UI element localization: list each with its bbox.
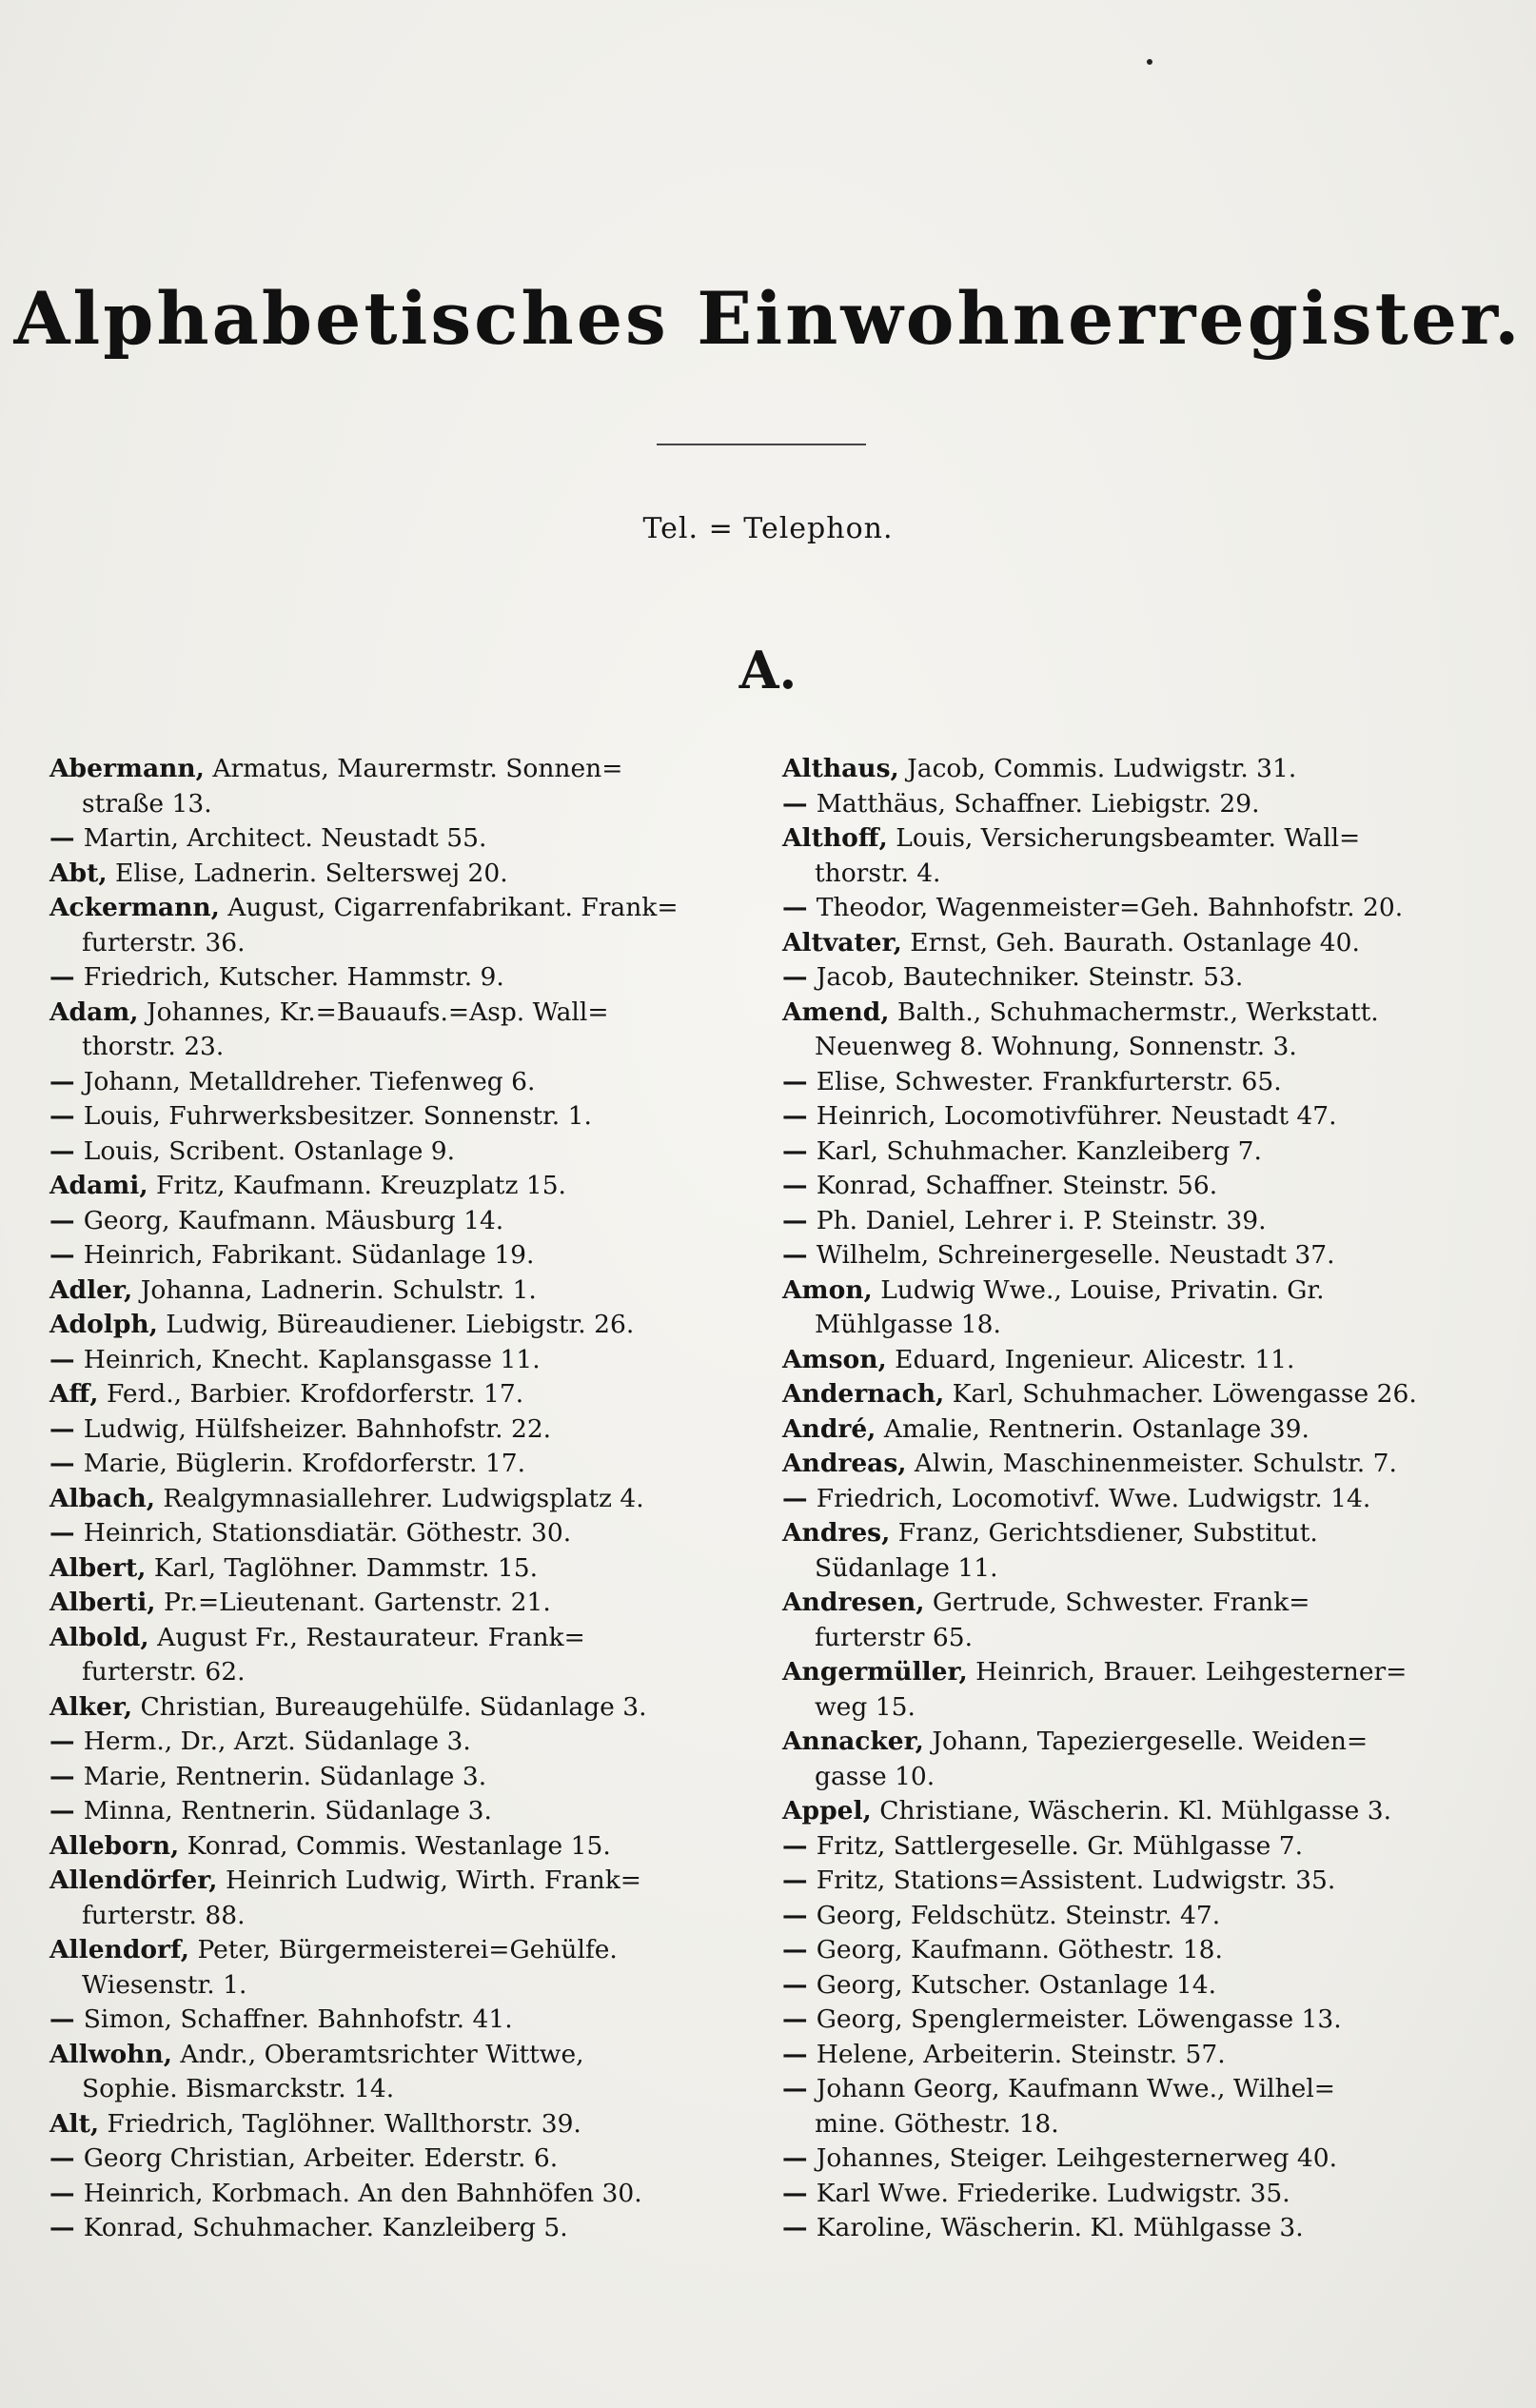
entry-details: Louis, Fuhrwerksbesitzer. Sonnenstr. 1. [83,1101,592,1131]
entry-details: Realgymnasiallehrer. Ludwigsplatz 4. [154,1483,644,1513]
entry-surname: — [49,1518,84,1548]
register-entry [49,996,754,1065]
entry-surname: — [49,1796,84,1826]
entry-details: Konrad, Commis. Westanlage 15. [179,1830,611,1861]
register-entry [782,2211,1487,2246]
register-entry [782,2003,1487,2038]
entry-surname: — [49,1101,84,1131]
entry-surname: Allendorf, [49,1935,190,1964]
register-entry [49,1169,754,1204]
title-divider [657,444,866,445]
register-entry [782,787,1487,822]
entry-details: Fritz, Sattlergeselle. Gr. Mühlgasse 7. [816,1830,1304,1861]
entry-surname: — [49,1205,84,1235]
entry-details: Karl, Schuhmacher. Löwengasse 26. [944,1379,1417,1409]
register-entry [49,1516,754,1551]
entry-details: Franz, Gerichtsdiener, Substitut. [890,1518,1318,1548]
entry-surname: Althaus, [782,754,899,783]
register-entry [49,1099,754,1135]
register-entry [49,1273,754,1309]
entry-continuation: thorstr. 4. [815,858,941,888]
entry-details: Johannes, Kr.=Bauaufs.=Asp. Wall= [138,997,609,1027]
entry-details: Georg, Kutscher. Ostanlage 14. [816,1969,1217,2000]
entry-surname: Adler, [49,1274,133,1305]
register-entry [49,1760,754,1795]
register-entry [49,1447,754,1482]
entry-surname: Altvater, [782,927,902,957]
register-entry [49,960,754,996]
register-entry [49,1621,754,1690]
register-entry [782,1725,1487,1794]
register-entry [782,1899,1487,1934]
entry-surname: — [49,1449,84,1478]
entry-surname: — [49,1761,84,1791]
entry-details: Eduard, Ingenieur. Alicestr. 11. [886,1344,1295,1374]
entry-details: Friedrich, Taglöhner. Wallthorstr. 39. [99,2108,581,2139]
register-entry [782,1273,1487,1343]
entry-continuation: furterstr. 62. [82,1657,246,1687]
entry-surname: — [782,1935,817,1964]
entry-details: Fritz, Stations=Assistent. Ludwigstr. 35. [816,1865,1336,1895]
entry-surname: — [49,2213,84,2242]
entry-surname: Adolph, [49,1310,158,1339]
entry-continuation: Südanlage 11. [815,1552,998,1583]
entry-details: Herm., Dr., Arzt. Südanlage 3. [83,1727,471,1756]
right-column [782,752,1487,2246]
entry-details: Ferd., Barbier. Krofdorferstr. 17. [98,1379,524,1409]
entry-details: Karl Wwe. Friederike. Ludwigstr. 35. [816,2178,1290,2208]
entry-surname: — [782,2074,817,2103]
ink-speck [1147,59,1152,65]
register-entry [782,1412,1487,1448]
register-entry [782,1864,1487,1899]
entry-details: Louis, Versicherungsbeamter. Wall= [887,823,1361,853]
entry-details: Konrad, Schaffner. Steinstr. 56. [816,1171,1218,1200]
entry-surname: Allendörfer, [49,1865,218,1895]
entry-surname: — [49,823,84,853]
entry-surname: Amson, [782,1344,887,1374]
entry-surname: André, [782,1413,876,1444]
entry-continuation: thorstr. 23. [82,1032,225,1061]
entry-surname: Andresen, [782,1588,925,1617]
entry-details: Georg, Kaufmann. Mäusburg 14. [83,1205,504,1235]
entry-surname: Abermann, [49,754,205,783]
entry-details: Alwin, Maschinenmeister. Schulstr. 7. [906,1449,1397,1478]
register-entry [782,1135,1487,1170]
register-entry [49,1794,754,1829]
register-entry [782,2072,1487,2142]
entry-surname: Aff, [49,1379,99,1409]
entry-surname: Angermüller, [782,1657,968,1687]
register-entry [782,1829,1487,1865]
entry-surname: — [49,2143,84,2173]
entry-surname: — [782,1066,817,1096]
entry-continuation: Wiesenstr. 1. [82,1969,247,2000]
entry-details: Christiane, Wäscherin. Kl. Mühlgasse 3. [871,1796,1392,1826]
register-entry [782,1169,1487,1204]
register-entry [49,2211,754,2246]
register-entry [49,2003,754,2038]
entry-surname: — [49,2178,84,2208]
register-entry [782,1794,1487,1829]
register-entry [782,960,1487,996]
entry-details: Ph. Daniel, Lehrer i. P. Steinstr. 39. [816,1205,1267,1235]
entry-surname: Albach, [49,1483,155,1513]
register-entry [782,891,1487,926]
entry-details: Johannes, Steiger. Leihgesternerweg 40. [816,2143,1338,2173]
register-entry [782,2038,1487,2073]
register-entry [782,1586,1487,1655]
entry-surname: — [49,962,84,992]
entry-surname: Amend, [782,997,890,1027]
register-entry [49,1690,754,1726]
entry-details: Pr.=Lieutenant. Gartenstr. 21. [155,1588,551,1617]
entry-surname: — [49,1135,84,1166]
entry-surname: — [782,2039,817,2069]
entry-details: Heinrich, Korbmach. An den Bahnhöfen 30. [83,2178,642,2208]
entry-details: Ernst, Geh. Baurath. Ostanlage 40. [901,927,1360,957]
entry-details: Johann, Tapeziergeselle. Weiden= [923,1727,1369,1756]
register-entry [49,1725,754,1760]
entry-details: Wilhelm, Schreinergeselle. Neustadt 37. [816,1240,1335,1270]
register-entry [49,1586,754,1621]
entry-details: Jacob, Commis. Ludwigstr. 31. [898,754,1297,783]
entry-details: Johann, Metalldreher. Tiefenweg 6. [83,1066,536,1096]
register-entry [782,1343,1487,1378]
entry-continuation: gasse 10. [815,1761,935,1791]
entry-details: Friedrich, Kutscher. Hammstr. 9. [83,962,504,992]
register-entry [49,1377,754,1412]
register-entry [782,1968,1487,2003]
register-entry [782,2177,1487,2212]
entry-surname: Abt, [49,858,108,888]
register-entry [782,996,1487,1065]
entry-details: Jacob, Bautechniker. Steinstr. 53. [816,962,1244,992]
register-entry [49,2107,754,2142]
entry-surname: Adami, [49,1171,148,1200]
register-entry [49,1065,754,1100]
entry-continuation: furterstr 65. [815,1622,974,1652]
entry-surname: — [49,1727,84,1756]
entry-details: Konrad, Schuhmacher. Kanzleiberg 5. [83,2213,568,2242]
entry-surname: Annacker, [782,1727,924,1756]
entry-details: Ludwig Wwe., Louise, Privatin. Gr. [872,1274,1325,1305]
entry-details: Minna, Rentnerin. Südanlage 3. [83,1796,492,1826]
entry-details: Christian, Bureaugehülfe. Südanlage 3. [132,1691,647,1722]
entry-continuation: furterstr. 36. [82,927,246,957]
page-title: Alphabetisches Einwohnerregister. [13,276,1523,361]
entry-surname: Alleborn, [49,1830,180,1861]
entry-details: Marie, Büglerin. Krofdorferstr. 17. [83,1449,526,1478]
entry-surname: Allwohn, [49,2039,172,2069]
register-entry [782,1447,1487,1482]
entry-surname: — [782,1483,817,1513]
register-entry [49,1482,754,1517]
register-entry [49,1829,754,1865]
entry-surname: Alberti, [49,1588,156,1617]
register-entry [49,857,754,892]
entry-surname: — [49,1344,84,1374]
entry-continuation: Mühlgasse 18. [815,1310,1001,1339]
entry-continuation: mine. Göthestr. 18. [815,2108,1059,2139]
register-entry [782,1377,1487,1412]
register-entry [49,2177,754,2212]
entry-surname: Albold, [49,1622,149,1652]
entry-surname: Andreas, [782,1449,907,1478]
entry-details: Heinrich, Knecht. Kaplansgasse 11. [83,1344,541,1374]
entry-surname: — [782,1240,817,1270]
register-entry [782,1204,1487,1239]
entry-details: Armatus, Maurermstr. Sonnen= [204,754,623,783]
register-entry [782,2142,1487,2177]
entry-surname: — [782,2143,817,2173]
entry-surname: — [782,2004,817,2034]
register-entry [49,1135,754,1170]
entry-surname: — [782,2213,817,2242]
entry-details: Georg Christian, Arbeiter. Ederstr. 6. [83,2143,559,2173]
entry-details: Elise, Ladnerin. Selterswej 20. [107,858,508,888]
register-entry [49,1204,754,1239]
entry-details: Heinrich, Locomotivführer. Neustadt 47. [816,1101,1337,1131]
entry-details: Fritz, Kaufmann. Kreuzplatz 15. [148,1171,566,1200]
entry-details: Ludwig, Hülfsheizer. Bahnhofstr. 22. [83,1413,552,1444]
register-entry [49,752,754,821]
entry-surname: — [782,893,817,922]
entry-surname: — [782,1900,817,1930]
entry-continuation: Neuenweg 8. Wohnung, Sonnenstr. 3. [815,1032,1297,1061]
entry-details: Marie, Rentnerin. Südanlage 3. [83,1761,487,1791]
entry-details: Heinrich, Stationsdiatär. Göthestr. 30. [83,1518,572,1548]
register-entry [782,1065,1487,1100]
entry-details: Louis, Scribent. Ostanlage 9. [83,1135,456,1166]
entry-details: Johann Georg, Kaufmann Wwe., Wilhel= [816,2074,1336,2103]
entry-surname: — [49,1240,84,1270]
entry-continuation: furterstr. 88. [82,1900,246,1930]
entry-surname: — [782,2178,817,2208]
entry-surname: — [782,788,817,819]
register-entry [49,2038,754,2107]
entry-details: Karl, Taglöhner. Dammstr. 15. [146,1552,538,1583]
register-entry [49,1551,754,1587]
entry-details: August, Cigarrenfabrikant. Frank= [219,893,679,922]
section-letter: A. [738,640,798,701]
entry-details: Andr., Oberamtsrichter Wittwe, [171,2039,584,2069]
entry-details: Peter, Bürgermeisterei=Gehülfe. [189,1935,618,1964]
register-entry [782,1482,1487,1517]
register-entry [49,821,754,857]
entry-surname: Adam, [49,997,139,1027]
register-entry [782,926,1487,961]
entry-details: Amalie, Rentnerin. Ostanlage 39. [876,1413,1310,1444]
entry-details: Friedrich, Locomotivf. Wwe. Ludwigstr. 14. [816,1483,1371,1513]
entry-details: Ludwig, Büreaudiener. Liebigstr. 26. [157,1310,635,1339]
register-entry [49,1238,754,1273]
entry-details: Heinrich, Brauer. Leihgesterner= [967,1657,1408,1687]
entry-details: Gertrude, Schwester. Frank= [924,1588,1310,1617]
entry-details: Helene, Arbeiterin. Steinstr. 57. [816,2039,1226,2069]
entry-surname: Appel, [782,1796,872,1826]
register-entry [49,1933,754,2003]
entry-surname: Albert, [49,1552,147,1583]
entry-surname: — [782,1969,817,2000]
entry-surname: — [782,1830,817,1861]
entry-surname: Alker, [49,1691,133,1722]
entry-surname: Althoff, [782,823,888,853]
entry-surname: Andernach, [782,1379,945,1409]
entry-details: Johanna, Ladnerin. Schulstr. 1. [132,1274,537,1305]
entry-surname: — [782,1101,817,1131]
left-column [49,752,754,2246]
register-entry [782,1933,1487,1968]
register-entry [782,1238,1487,1273]
register-entry [782,1516,1487,1586]
entry-surname: Andres, [782,1518,891,1548]
entry-continuation: Sophie. Bismarckstr. 14. [82,2074,395,2103]
register-entry [782,821,1487,891]
abbreviation-legend: Tel. = Telephon. [642,512,894,545]
entry-details: Elise, Schwester. Frankfurterstr. 65. [816,1066,1282,1096]
register-entry [49,1864,754,1933]
register-entry [782,1099,1487,1135]
entry-surname: Amon, [782,1274,873,1305]
register-entry [782,752,1487,787]
entry-continuation: weg 15. [815,1691,916,1722]
entry-surname: Ackermann, [49,893,220,922]
entry-surname: — [782,1865,817,1895]
entry-surname: — [49,1066,84,1096]
register-entry [49,1308,754,1343]
entry-surname: Alt, [49,2108,100,2139]
entry-surname: — [782,1135,817,1166]
entry-details: Karoline, Wäscherin. Kl. Mühlgasse 3. [816,2213,1304,2242]
entry-continuation: straße 13. [82,788,212,819]
entry-details: Heinrich Ludwig, Wirth. Frank= [217,1865,642,1895]
register-entry [49,891,754,960]
entry-surname: — [782,1171,817,1200]
entry-details: Martin, Architect. Neustadt 55. [83,823,487,853]
entry-details: Georg, Feldschütz. Steinstr. 47. [816,1900,1221,1930]
entry-details: Theodor, Wagenmeister=Geh. Bahnhofstr. 20. [816,893,1404,922]
register-entry [49,1412,754,1448]
register-entry [49,2142,754,2177]
register-entry [782,1655,1487,1725]
entry-surname: — [49,2004,84,2034]
entry-details: Karl, Schuhmacher. Kanzleiberg 7. [816,1135,1262,1166]
entry-details: Balth., Schuhmachermstr., Werkstatt. [889,997,1379,1027]
entry-details: August Fr., Restaurateur. Frank= [148,1622,585,1652]
register-entry [49,1343,754,1378]
entry-surname: — [782,962,817,992]
entry-details: Simon, Schaffner. Bahnhofstr. 41. [83,2004,513,2034]
entry-details: Georg, Kaufmann. Göthestr. 18. [816,1935,1223,1964]
entry-details: Georg, Spenglermeister. Löwengasse 13. [816,2004,1342,2034]
entry-surname: — [782,1205,817,1235]
entry-surname: — [49,1413,84,1444]
entry-details: Matthäus, Schaffner. Liebigstr. 29. [816,788,1260,819]
entry-details: Heinrich, Fabrikant. Südanlage 19. [83,1240,535,1270]
